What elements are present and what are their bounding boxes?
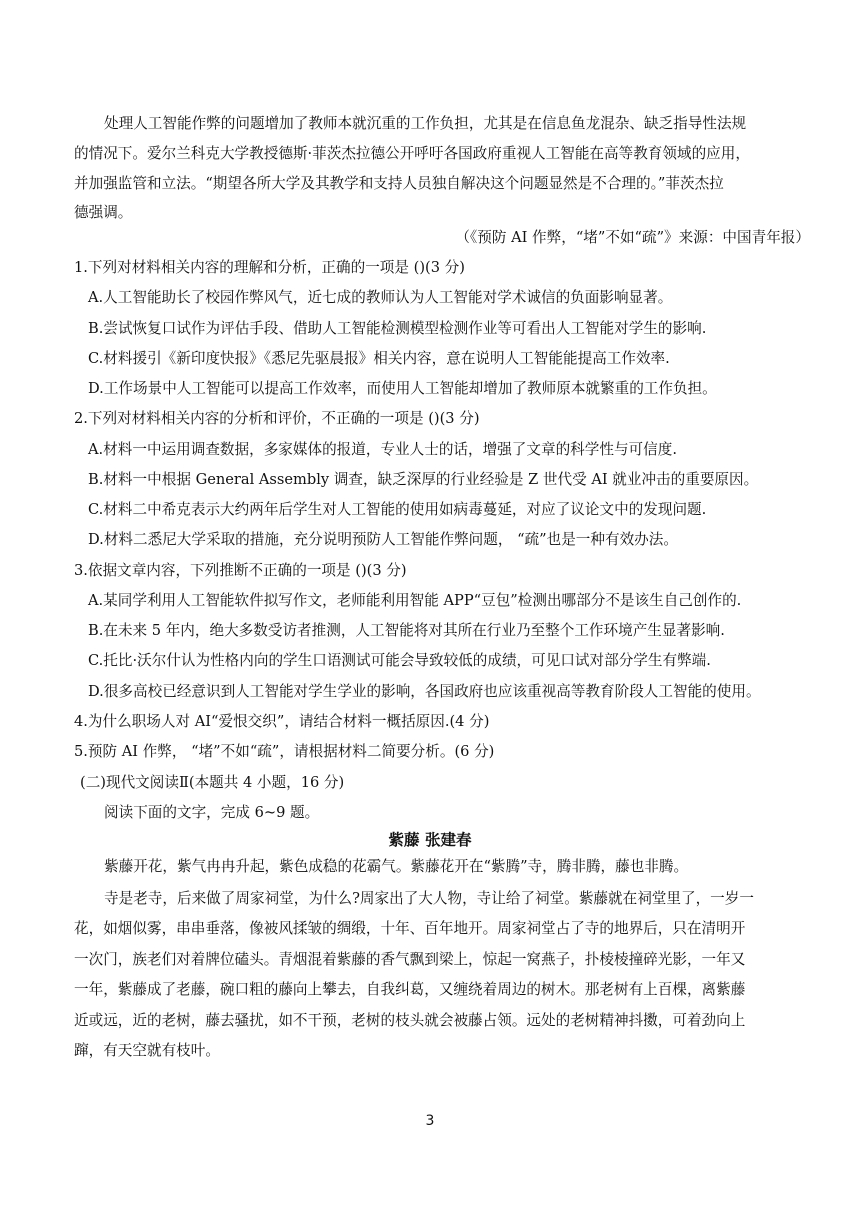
question-2-option-b: B.材料一中根据 General Assembly 调查，缺乏深厚的行业经验是 Z 世代受 AI 就业冲击的重要原因。 [88,471,759,488]
passage1-line-2: 的情况下。爱尔兰科克大学教授德斯·菲茨杰拉德公开呼吁各国政府重视人工智能在高等教育领域的应用， [74,145,750,162]
passage1-line-4: 德强调。 [74,204,133,221]
article-title: 紫藤 张建春 [388,831,472,849]
question-3-option-d: D.很多高校已经意识到人工智能对学生学业的影响，各国政府也应该重视高等教育阶段人工智能的使用。 [88,683,761,700]
question-2-option-d: D.材料二悉尼大学采取的措施，充分说明预防人工智能作弊问题， “疏”也是一种有效办法。 [88,531,678,548]
passage1-line-3: 并加强监管和立法。“期望各所大学及其教学和支持人员独自解决这个问题显然是不合理的。”菲茨杰拉 [74,175,724,192]
question-3-option-b: B.在未来 5 年内，绝大多数受访者推测，人工智能将对其所在行业乃至整个工作环境产生显著影响. [88,622,725,639]
section-2-heading: (二)现代文阅读Ⅱ(本题共 4 小题，16 分) [80,774,345,791]
passage1-source: （《预防 AI 作弊，“堵”不如“疏”》来源：中国青年报） [455,229,810,246]
question-1-option-d: D.工作场景中人工智能可以提高工作效率，而使用人工智能却增加了教师原本就繁重的工作负担。 [88,380,717,397]
question-2-option-c: C.材料二中希克表示大约两年后学生对人工智能的使用如病毒蔓延，对应了议论文中的发现问题. [88,501,707,518]
article-line-3: 花，如烟似雾，串串垂落，像被风揉皱的绸缎，十年、百年地开。周家祠堂占了寺的地界后，只在清明开 [74,920,746,937]
question-4-stem: 4.为什么职场人对 AI“爱恨交织”，请结合材料一概括原因.(4 分) [74,713,490,730]
question-2-stem: 2.下列对材料相关内容的分析和评价，不正确的一项是 ()(3 分) [74,410,480,427]
passage1-line-1: 处理人工智能作弊的问题增加了教师本就沉重的工作负担，尤其是在信息鱼龙混杂、缺乏指导性法规 [104,115,747,132]
page-number: 3 [425,1113,435,1129]
question-1-stem: 1.下列对材料相关内容的理解和分析，正确的一项是 ()(3 分) [74,259,465,276]
article-line-7: 蹿，有天空就有枝叶。 [74,1042,220,1059]
question-3-stem: 3.依据文章内容，下列推断不正确的一项是 ()(3 分) [74,562,407,579]
question-3-option-a: A.某同学利用人工智能软件拟写作文，老师能利用智能 APP“豆包”检测出哪部分不是该生自己创作的. [88,592,742,609]
article-line-4: 一次门，族老们对着牌位磕头。青烟混着紫藤的香气飘到梁上，惊起一窝燕子，扑棱棱撞碎光影，一年又 [74,951,746,968]
question-5-stem: 5.预防 AI 作弊， “堵”不如“疏”，请根据材料二简要分析。(6 分) [74,743,495,760]
question-2-option-a: A.材料一中运用调查数据，多家媒体的报道，专业人士的话，增强了文章的科学性与可信度. [88,441,677,458]
question-3-option-c: C.托比·沃尔什认为性格内向的学生口语测试可能会导致较低的成绩，可见口试对部分学生有弊端. [88,652,711,669]
section-2-instruction: 阅读下面的文字，完成 6~9 题。 [104,804,320,821]
article-line-2: 寺是老寺，后来做了周家祠堂，为什么?周家出了大人物，寺让给了祠堂。紫藤就在祠堂里了，一岁一 [104,890,754,907]
question-1-option-b: B.尝试恢复口试作为评估手段、借助人工智能检测模型检测作业等可看出人工智能对学生的影响. [88,320,707,337]
article-line-6: 近或远，近的老树，藤去骚扰，如不干预，老树的枝头就会被藤占领。远处的老树精神抖擞，可着劲向上 [74,1012,746,1029]
article-line-1: 紫藤开花，紫气冉冉升起，紫色成稳的花霸气。紫藤花开在“紫腾”寺，腾非腾，藤也非腾。 [104,858,689,875]
question-1-option-c: C.材料援引《新印度快报》《悉尼先驱晨报》相关内容，意在说明人工智能能提高工作效率. [88,350,670,367]
question-1-option-a: A.人工智能助长了校园作弊风气，近七成的教师认为人工智能对学术诚信的负面影响显著。 [88,289,673,306]
article-line-5: 一年，紫藤成了老藤，碗口粗的藤向上攀去，自我纠葛，又缠绕着周边的树木。那老树有上百棵，离紫藤 [74,981,746,998]
